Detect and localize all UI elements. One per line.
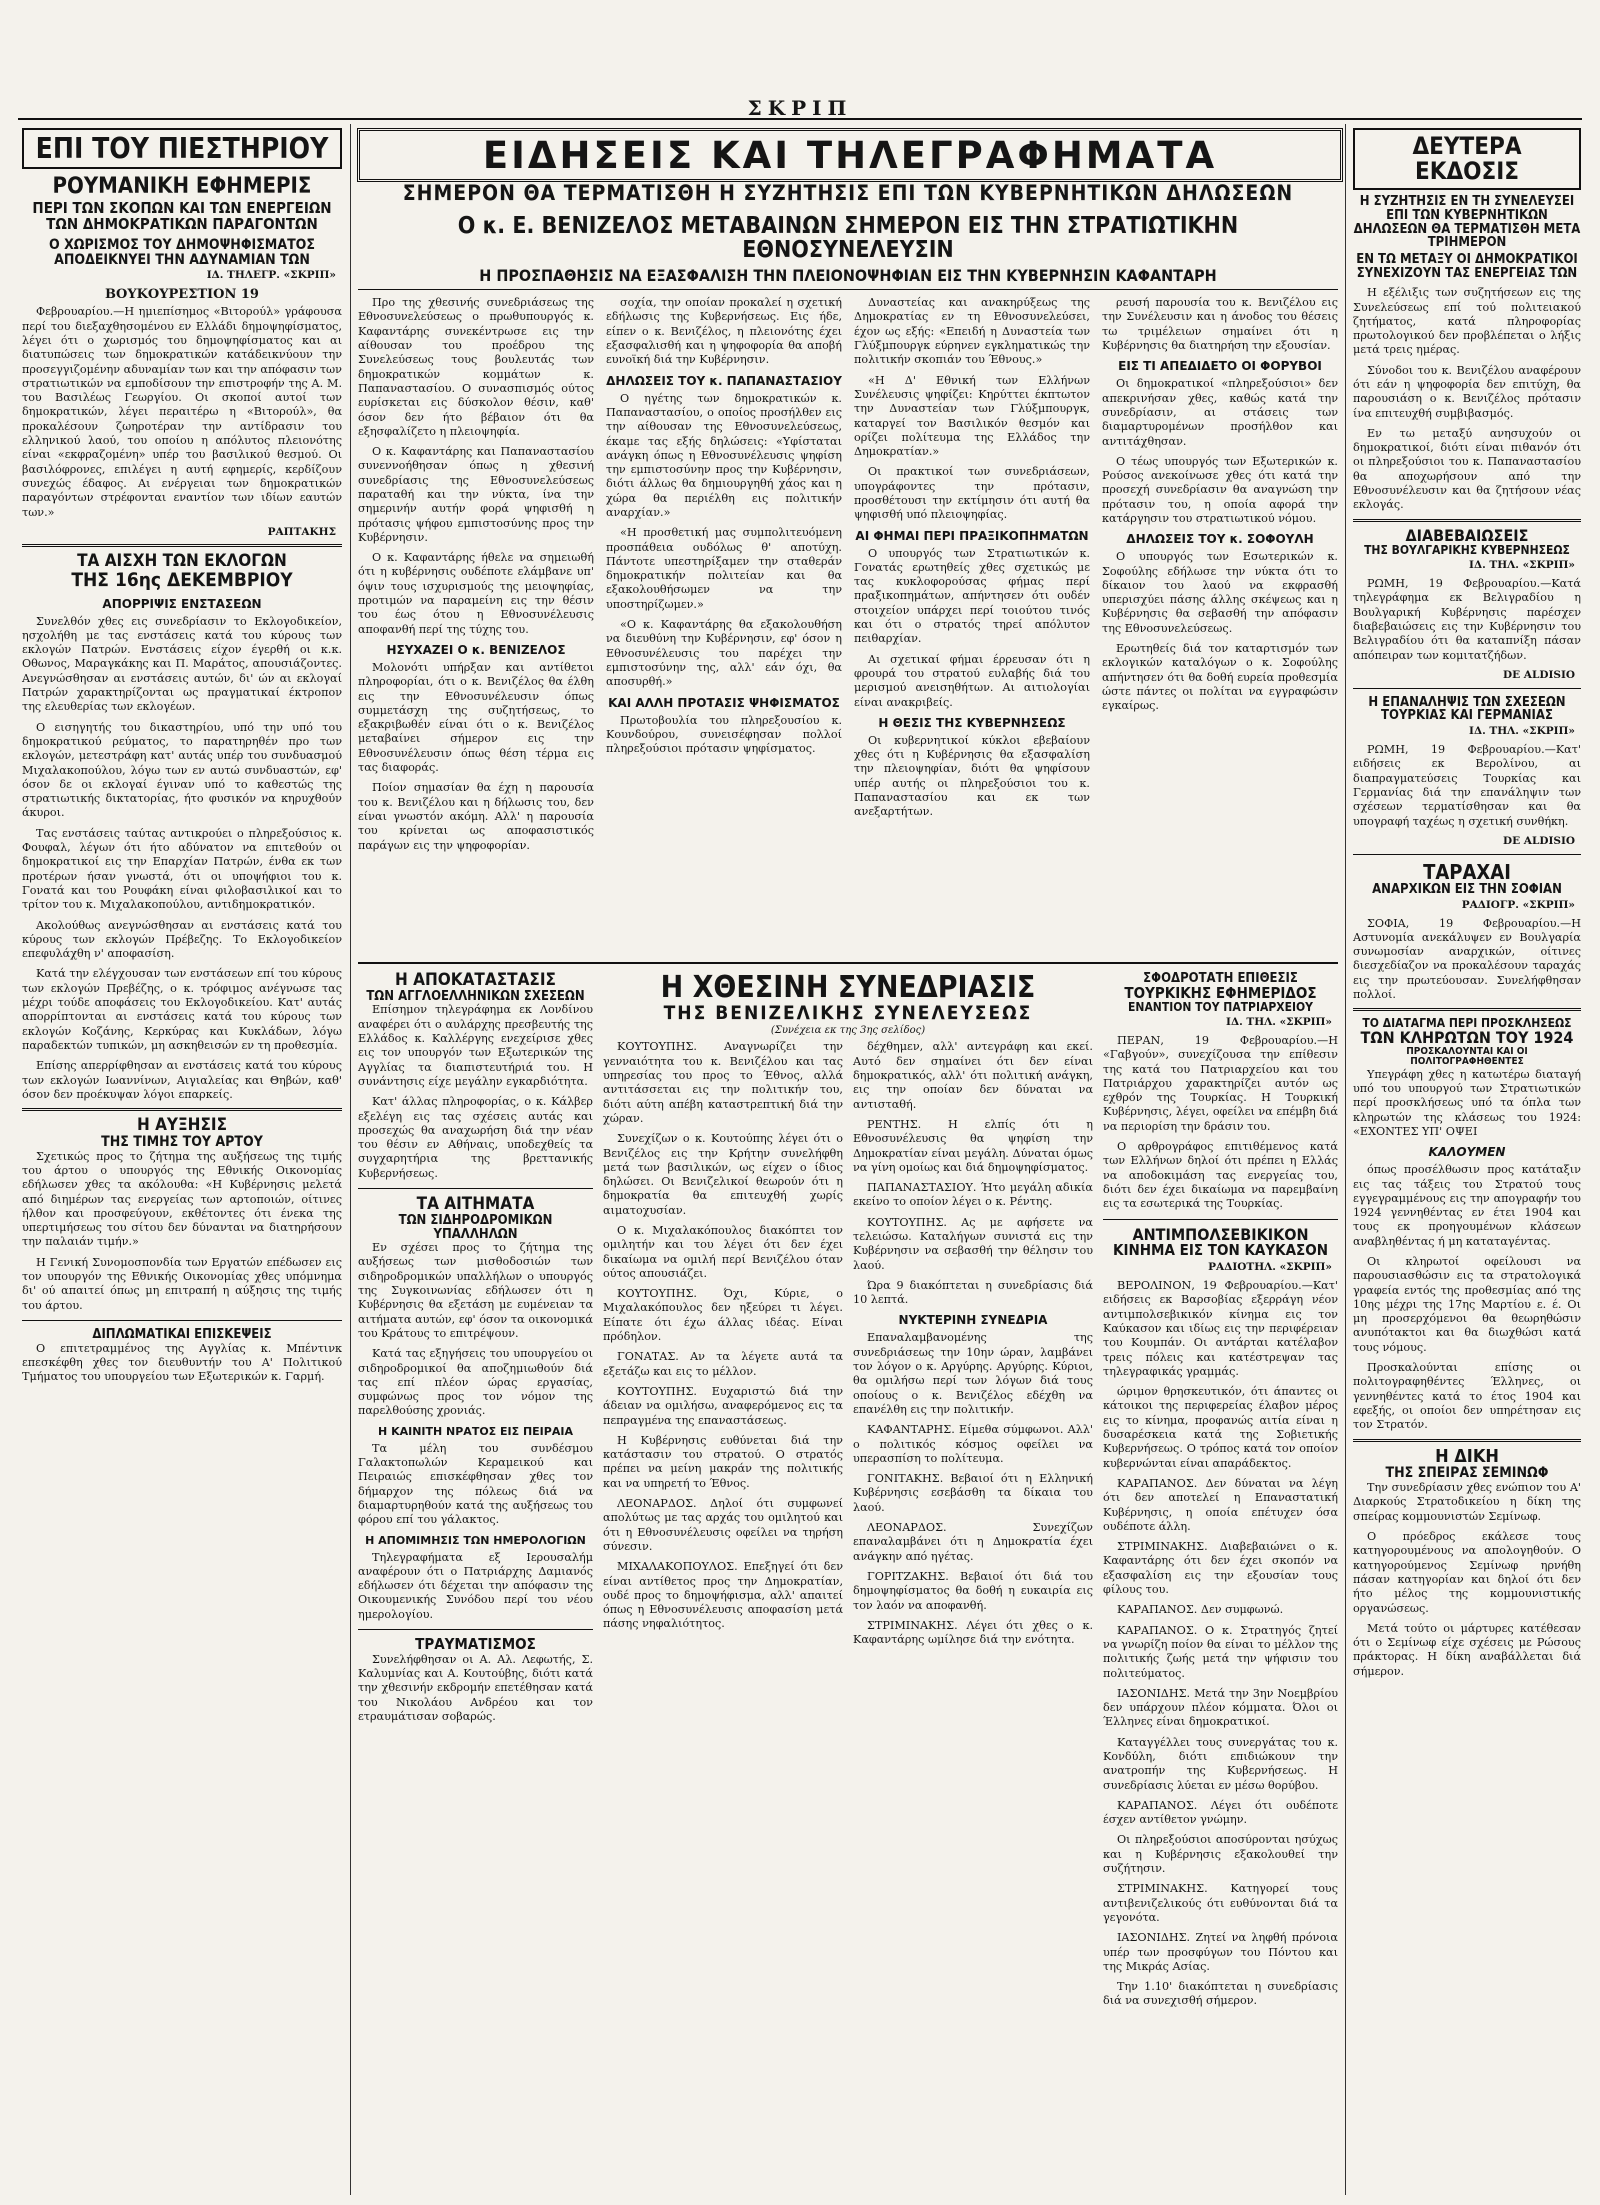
paragraph: Η Γενική Συνομοσπονδία των Εργατών επέδωσεν εις τον υπουργόν της Εθνικής Οικονομίας χθες υπόμνημα δι' ού απαιτεί όπως μη επιτραπή η αύξησις της τιμής του άρτου. xyxy=(22,1255,342,1312)
section-subtitle: ΤΗΣ ΒΟΥΛΓΑΡΙΚΗΣ ΚΥΒΕΡΝΗΣΕΩΣ xyxy=(1364,543,1570,558)
section-subtitle: ΕΝ ΤΩ ΜΕΤΑΞΥ ΟΙ ΔΗΜΟΚΡΑΤΙΚΟΙ ΣΥΝΕΧΙΖΟΥΝ ΤΑΣ ΕΝΕΡΓΕΙΑΣ ΤΩΝ xyxy=(1356,251,1578,281)
paragraph: Σχετικώς προς το ζήτημα της αυξήσεως της τιμής του άρτου ο υπουργός της Εθνικής Οικονομίας εδήλωσεν χθες τα ακόλουθα: «Η Κυβέρνησις μελετά από διημέρων τας ενεργείας των αρτοποιών, οίτινες ήλθον και προσφεύγουν, εκθέτοντες ότι ένεκα της υπερτιμήσεως του σίτου δεν δύνανται να διατηρήσουν την παλαιάν τιμήν.» xyxy=(22,1149,342,1249)
paragraph: Ο υπουργός των Εσωτερικών κ. Σοφούλης εδήλωσε την νύκτα ότι το δίκαιον του λαού να εκφρασθή υπερισχύει πάσης άλλης σκέψεως και η Κυβέρνησις θα σεβασθή την απόφασιν της Εθνοσυνελεύσεως. xyxy=(1102,550,1338,635)
subhead: ΚΑΛΟΥΜΕΝ xyxy=(1428,1145,1506,1160)
paragraph: Ώρα 9 διακόπτεται η συνεδρίασις διά 10 λεπτά. xyxy=(853,1278,1093,1307)
right-column xyxy=(1353,128,1581,1685)
session-columns xyxy=(603,1040,1093,1653)
banner-title: ΕΙΔΗΣΕΙΣ ΚΑΙ ΤΗΛΕΓΡΑΦΗΜΑΤΑ xyxy=(482,133,1218,177)
lead-column-1 xyxy=(358,296,594,859)
section-subtitle: ΤΗΣ ΣΠΕΙΡΑΣ ΣΕΜΙΝΩΦ xyxy=(1385,1465,1549,1482)
subhead: ΚΑΙ ΑΛΛΗ ΠΡΟΤΑΣΙΣ ΨΗΦΙΣΜΑΤΟΣ xyxy=(608,695,840,710)
section-subtitle: ΤΗΣ ΤΙΜΗΣ ΤΟΥ ΑΡΤΟΥ xyxy=(101,1133,263,1150)
paragraph: ΛΕΟΝΑΡΔΟΣ. Συνεχίζων επαναλαμβάνει ότι η Δημοκρατία έχει ανάγκην από ηγέτας. xyxy=(853,1521,1093,1563)
section-subtitle: ΤΟΥΡΚΙΚΗΣ ΕΦΗΜΕΡΙΔΟΣ xyxy=(1124,983,1317,1002)
paragraph: Προ της χθεσινής συνεδριάσεως της Εθνοσυνελεύσεως ο πρωθυπουργός κ. Καφαντάρης συνεκέντρωσε εις την αίθουσαν του προέδρου της Συνελεύσεως τους βουλευτάς των δημοκρατικών κομμάτων κ. Παπαναστασίου. Ο συνασπισμός ούτος ευρίσκεται εις δύσκολον θέσιν, καθ' όσον δεν ήτο βέβαιον ότι θα εξησφαλίζετο η πλειοψηφία. xyxy=(358,296,594,438)
subhead: ΕΙΣ ΤΙ ΑΠΕΔΙΔΕΤΟ ΟΙ ΦΟΡΥΒΟΙ xyxy=(1118,359,1322,374)
paragraph: Εν σχέσει προς το ζήτημα της αυξήσεως των μισθοδοσιών των σιδηροδρομικών υπαλλήλων ο υπουργός της Συγκοινωνίας εδήλωσεν ότι η Κυβέρνησις θα εξετάση με ευμένειαν τα αιτήματα αυτών, εφ' όσον τα οικονομικά του Κράτους το επιτρέψουν. xyxy=(358,1241,593,1340)
paragraph: δέχθημεν, αλλ' αντεγράφη και εκεί. Αυτό δεν σημαίνει ότι δεν είναι δημοκρατικός, αλλ' ότι πολιτική ανάγκη, εις την οποίαν δεν δύναται να αντισταθή. xyxy=(853,1040,1093,1111)
paragraph: ΙΑΣΟΝΙΔΗΣ. Ζητεί να ληφθή πρόνοια υπέρ των προσφύγων του Πόντου και της Μικράς Ασίας. xyxy=(1103,1931,1338,1973)
rule xyxy=(1103,1219,1338,1220)
paragraph: Υπεγράφη χθες η κατωτέρω διαταγή υπό του υπουργού των Στρατιωτικών περί προσκλήσεως υπό τα όπλα των κληρωτών της κλάσεως του 1924: «ΕΧΟΝΤΕΣ ΥΠ' ΟΨΕΙ xyxy=(1353,1067,1581,1138)
lead-subheadline: Ο κ. Ε. ΒΕΝΙΖΕΛΟΣ ΜΕΤΑΒΑΙΝΩΝ ΣΗΜΕΡΟΝ ΕΙΣ ΤΗΝ ΣΤΡΑΤΙΩΤΙΚΗΝ ΕΘΝΟΣΥΝΕΛΕΥΣΙΝ xyxy=(457,213,1239,264)
section-subtitle: ΤΩΝ ΚΛΗΡΩΤΩΝ ΤΟΥ 1924 xyxy=(1360,1027,1574,1047)
article-body: Φεβρουαρίου.—Η ημιεπίσημος «Βιτορούλ» γράφουσα περί του διεξαχθησομένου εν Ελλάδι δημοψηφίσματος, λέγει ότι ο χωρισμός του δημοψηφίσματος και αι διατυπώσεις των δημοκρατικών κατάδεικνύουν την προσεγγιζομένην αδυναμίαν των και την απόφασιν των στρατιωτικών να εμποδίσουν την επιστροφήν της Α. Μ. του Βασιλέως Γεωργίου. Οι σκοποί αυτοί των δημοκρατικών, λέγει περαιτέρω η «Βιτορούλ», θα προκαλέσουν ζωηροτέραν την αντίδρασιν του ελληνικού λαού, του οποίου η απόλυτος πλειονότης είναι «εκφραζομένη» υπέρ του βασιλικού θεσμού. Οι βασιλόφρονες, επιλέγει η αυτή εφημερίς, κερδίζουν συνεχώς έδαφος. Αι ενέργειαι των δημοκρατικών παραγόντων στρέφονται εναντίον των ιδίων εαυτών των.» xyxy=(22,305,342,519)
paragraph: ΣΤΡΙΜΙΝΑΚΗΣ. Λέγει ότι χθες ο κ. Καφαντάρης ωμίλησε διά την ενότητα. xyxy=(853,1618,1093,1647)
section-title: Η ΕΠΑΝΑΛΗΨΙΣ ΤΩΝ ΣΧΕΣΕΩΝ xyxy=(1368,694,1566,710)
paragraph: Οι κληρωτοί οφείλουσι να παρουσιασθώσιν εις τα στρατολογικά γραφεία εντός της προθεσμίας από της 10ης μέχρι της 17ης Μαρτίου ε. έ. Οι μη προσερχόμενοι θα θεωρηθώσιν ανυπότακτοι και θα διωχθώσι κατά τους νόμους. xyxy=(1353,1254,1581,1354)
lower-left-column xyxy=(358,972,593,1730)
paragraph: ΚΟΥΤΟΥΠΗΣ. Όχι, Κύριε, ο Μιχαλακόπουλος δεν ηξεύρει τι λέγει. Είπατε ότι έχω άλλας ιδέας. Είναι πρόδηλον. xyxy=(603,1287,843,1344)
section-banner xyxy=(357,128,1343,182)
rule xyxy=(1353,688,1581,689)
masthead xyxy=(0,0,1600,120)
paragraph: Αι σχετικαί φήμαι έρρευσαν ότι η φρουρά του στρατού ευλαβής διά του μερισμού ανεισηθήτων. Αι αιτιολογίαι είναι ανακριβείς. xyxy=(854,652,1090,709)
rule xyxy=(1353,1439,1581,1442)
section-subtitle: ΕΝΑΝΤΙΟΝ ΤΟΥ ΠΑΤΡΙΑΡΧΕΙΟΥ xyxy=(1128,1000,1313,1015)
paragraph: ώριμον θρησκευτικόν, ότι άπαντες οι κάτοικοι της περιφερείας έλαβον μέρος εις το κίνημα, προφανώς αιτία είναι η δυσαρέσκεια κατά της Σοβιετικής Κυβερνήσεως. Ο τρόπος κατά τον οποίον κυβερνώνται είναι απαράδεκτος. xyxy=(1103,1385,1338,1470)
rule xyxy=(358,1188,593,1189)
session-column-2 xyxy=(853,1040,1093,1653)
paragraph: Συνεχίζων ο κ. Κουτούπης λέγει ότι ο Βενιζέλος εις την Κρήτην συνελήφθη μετά των βασιλικών, ως είχεν ο ίδιος δηλώσει. Οι Βενιζελικοί θεωρούν ότι η δημοκρατία θα επιτευχθή χωρίς αιματοχυσίαν. xyxy=(603,1132,843,1217)
subhead: ΗΣΥΧΑΖΕΙ Ο κ. ΒΕΝΙΖΕΛΟΣ xyxy=(386,642,566,657)
paragraph: Ο κ. Καφαντάρης ήθελε να σημειωθή ότι η κυβέρνησις ουδέποτε ελάμβανε υπ' όψιν τους ισχυρισμούς της μειοψηφίας, προτιμών να παραμείνη εις την θέσιν του έως ότου η Εθνοσυνέλευσις αποφανθή περί της τύχης του. xyxy=(358,551,594,636)
lead-column-3 xyxy=(854,296,1090,859)
paragraph: Κατά την ελέγχουσαν των ενστάσεων επί του κύρους των εκλογών Πρεβέζης, ο κ. τρόφιμος ανέγνωσε τας μέχρι τούδε αποφάσεις του Εκλογοδικείου. Κατ' αυτάς απορρίπτονται αι ενστάσεις κατά του κύρους των εκλογών Κοζάνης, Κερκύρας και Κυκλάδων, λόγω παραδεκτών τυπικών, μη ασκηθεισών εν τη προθεσμία. xyxy=(22,967,342,1052)
paragraph: ΚΑΡΑΠΑΝΟΣ. Λέγει ότι ουδέποτε έσχεν αντίθετον γνώμην. xyxy=(1103,1798,1338,1827)
rule xyxy=(22,544,342,547)
paragraph: Επαναλαμβανομένης της συνεδριάσεως την 10ην ώραν, λαμβάνει τον λόγον ο κ. Αργύρης. Αργύρης. Κύριοι, θα ομιλήσω περί των λόγων διά τους οποίους ο κ. Βενιζέλος εδέχθη να επανέλθη εις την πολιτικήν. xyxy=(853,1331,1093,1416)
paragraph: ΙΑΣΟΝΙΔΗΣ. Μετά την 3ην Νοεμβρίου δεν υπάρχουν πλέον κόμματα. Όλοι οι Έλληνες είναι δημοκρατικοί. xyxy=(1103,1686,1338,1729)
section-title: Η ΑΠΟΚΑΤΑΣΤΑΣΙΣ xyxy=(394,970,557,990)
paragraph: ΜΙΧΑΛΑΚΟΠΟΥΛΟΣ. Επεξηγεί ότι δεν είναι αντίθετος προς την Δημοκρατίαν, ουδέ προς το δημοψήφισμα, αλλ' απαιτεί όπως η Εθνοσυνέλευσις αποφασίση μετά πάσης νηφαλιότητος. xyxy=(603,1560,843,1631)
paragraph: ΚΟΥΤΟΥΠΗΣ. Ας με αφήσετε να τελειώσω. Καταλήγων συνιστά εις την Κυβέρνησιν να σεβασθή την θέλησιν του λαού. xyxy=(853,1215,1093,1272)
paragraph: Μολονότι υπήρξαν και αντίθετοι πληροφορίαι, ότι ο κ. Βενιζέλος θα έλθη εις την Εθνοσυνέλευσιν όπως συμμετάσχη της συζητήσεως, το εξακριβωθέν είναι ότι ο κ. Βενιζέλος μεταβαίνει σήμερον εις την Εθνοσυνέλευσιν όπως θέση τέρμα εις τας διαφοράς. xyxy=(358,660,594,775)
paragraph: ΣΤΡΙΜΙΝΑΚΗΣ. Διαβεβαιώνει ο κ. Καφαντάρης ότι δεν έχει σκοπόν να εξασφαλίση εις την εξουσίαν τους φίλους του. xyxy=(1103,1540,1338,1597)
lead-story xyxy=(358,182,1338,859)
section-title: ΤΑ ΑΙΤΗΜΑΤΑ xyxy=(416,1194,535,1215)
paragraph: Οι κυβερνητικοί κύκλοι εβεβαίουν χθες ότι η Κυβέρνησις θα εξασφαλίση την πλειοψηφίαν, διότι θα ψηφίσουν υπέρ αυτής οι πληρεξούσιοι του κ. Παπαναστασίου και εκ των ανεξαρτήτων. xyxy=(854,733,1090,819)
section-title: Η ΑΥΞΗΣΙΣ xyxy=(136,1115,228,1136)
continuation-note: (Συνέχεια εκ της 3ης σελίδος) xyxy=(770,1025,926,1037)
section-title: ΣΦΟΔΡΟΤΑΤΗ ΕΠΙΘΕΣΙΣ xyxy=(1143,971,1298,986)
subhead: Η ΘΕΣΙΣ ΤΗΣ ΚΥΒΕΡΝΗΣΕΩΣ xyxy=(878,715,1066,730)
section-subtitle: ΑΝΑΡΧΙΚΩΝ ΕΙΣ ΤΗΝ ΣΟΦΙΑΝ xyxy=(1372,881,1562,897)
section-subtitle: ΤΗΣ 16ης ΔΕΚΕΜΒΡΙΟΥ xyxy=(71,568,293,591)
paragraph: Εν τω μεταξύ ανησυχούν οι δημοκρατικοί, διότι είναι πιθανόν ότι οι πληρεξούσιοι του κ. Παπαναστασίου θα αποχωρήσουν από την Εθνοσυνέλευσιν και θα ζητήσουν νέας εκλογάς. xyxy=(1353,426,1581,512)
paragraph: Σύνοδοι του κ. Βενιζέλου αναφέρουν ότι εάν η ψηφοφορία δεν επιτύχη, θα παρουσιάση ο κ. Βενιζέλος πρότασιν ίνα επιτευχθή συμβιβασμός. xyxy=(1353,363,1581,420)
paragraph: Η Κυβέρνησις ευθύνεται διά την κατάστασιν του στρατού. Ο στρατός πρέπει να μείνη μακράν της πολιτικής και να υπηρετή το Έθνος. xyxy=(603,1433,843,1490)
paragraph: Ο πρόεδρος εκάλεσε τους κατηγορουμένους να απολογηθούν. Ο κατηγορούμενος Σεμίνωφ ηρνήθη πάσαν κατηγορίαν και δηλοί ότι δεν ήτο μέλος της κομμουνιστικής οργανώσεως. xyxy=(1353,1530,1581,1615)
paragraph: Ο υπουργός των Στρατιωτικών κ. Γονατάς ερωτηθείς χθες σχετικώς με τας κυκλοφορούσας φήμας περί πραξικοπημάτων, απήντησεν ότι ουδέν στοιχείον υπάρχει περί τοιούτου τινός και ότι ο στρατός τηρεί απόλυτον πειθαρχίαν. xyxy=(854,546,1090,646)
left-subheadline: ΠΕΡΙ ΤΩΝ ΣΚΟΠΩΝ ΚΑΙ ΤΩΝ ΕΝΕΡΓΕΙΩΝ ΤΩΝ ΔΗΜΟΚΡΑΤΙΚΩΝ ΠΑΡΑΓΟΝΤΩΝ xyxy=(32,199,332,234)
paragraph: ΚΟΥΤΟΥΠΗΣ. Αναγνωρίζει την γενναιότητα του κ. Βενιζέλου και τας υπηρεσίας του προς το Έθνος, αλλά αντιτάσσεται εις την πολιτικήν του, διότι αύτη απέβη καταστρεπτική διά την χώραν. xyxy=(603,1040,843,1125)
lower-right-column xyxy=(1103,972,1338,2015)
byline: ΡΑΠΤΑΚΗΣ xyxy=(267,525,336,538)
section-subtitle: ΤΩΝ ΑΓΓΛΟΕΛΛΗΝΙΚΩΝ ΣΧΕΣΕΩΝ xyxy=(366,988,585,1004)
paper-name: ΣΚΡΙΠ xyxy=(747,96,853,120)
left-headline: ΡΟΥΜΑΝΙΚΗ ΕΦΗΜΕΡΙΣ xyxy=(52,174,312,200)
session-story xyxy=(603,972,1093,1653)
paragraph: Πρωτοβουλία του πληρεξουσίου κ. Κουνδούρου, συνεισέφησαν πολλοί πληρεξούσιοι πρότασιν ψηφίσματος. xyxy=(606,713,842,756)
subhead: ΝΥΚΤΕΡΙΝΗ ΣΥΝΕΔΡΙΑ xyxy=(898,1313,1048,1328)
column-divider xyxy=(1345,124,1346,2195)
column-divider xyxy=(350,124,351,2195)
paragraph: Ο κ. Μιχαλακόπουλος διακόπτει τον ομιλητήν και του λέγει ότι δεν έχει δικαίωμα να ομιλή περί Βενιζέλου όταν ούτος απουσιάζει. xyxy=(603,1224,843,1280)
section-subtitle: ΤΩΝ ΣΙΔΗΡΟΔΡΟΜΙΚΩΝ ΥΠΑΛΛΗΛΩΝ xyxy=(398,1212,553,1242)
section-title: ΤΡΑΥΜΑΤΙΣΜΟΣ xyxy=(415,1635,536,1653)
wire-credit: ΡΑΔΙΟΓΡ. «ΣΚΡΙΠ» xyxy=(1461,898,1575,911)
section-title: ΤΑ ΑΙΣΧΗ ΤΩΝ ΕΚΛΟΓΩΝ xyxy=(77,550,287,571)
subhead: Η ΑΠΟΜΙΜΗΣΙΣ ΤΩΝ ΗΜΕΡΟΛΟΓΙΩΝ xyxy=(365,1533,586,1547)
wire-credit: ΙΔ. ΤΗΛ. «ΣΚΡΙΠ» xyxy=(1469,725,1575,738)
rule xyxy=(358,962,1338,964)
byline: DE ALDISIO xyxy=(1503,668,1575,681)
paragraph: ΠΕΡΑΝ, 19 Φεβρουαρίου.—Η «Γαβγούν», συνεχίζουσα την επίθεσιν της κατά του Πατριαρχείου και του Πατριάρχου χαρακτηρίζει αυτόν ως εχθρόν της Τουρκίας. Η Τουρκική Κυβέρνησις, λέγει, οφείλει να επέμβη διά να περιορίση την δράσιν του. xyxy=(1103,1033,1338,1133)
paragraph: Οι δημοκρατικοί «πληρεξούσιοι» δεν απεκρινήσαν χθες, καθώς κατά την συνεδρίασιν, αι στάσεις των διαμαρτυρομένων προσήλθον και αντιτάχθησαν. xyxy=(1102,377,1338,448)
paragraph: Μετά τούτο οι μάρτυρες κατέθεσαν ότι ο Σεμίνωφ είχε σχέσεις με Ρώσους πράκτορας. Η δίκη αναβάλλεται διά σήμερον. xyxy=(1353,1621,1581,1678)
subhead: ΑΙ ΦΗΜΑΙ ΠΕΡΙ ΠΡΑΞΙΚΟΠΗΜΑΤΩΝ xyxy=(855,528,1089,543)
paragraph: ΒΕΡΟΛΙΝΟΝ, 19 Φεβρουαρίου.—Κατ' ειδήσεις εκ Βαρσοβίας εξερράγη νέον αντιμπολσεβικικόν κίνημα εις τον Καύκασον και ιδίως εις την περιφέρειαν του Κουμπάν. Οι αντάρται κατέλαβον τρεις πόλεις και κατέστρεψαν τας τηλεγραφικάς γραμμάς. xyxy=(1103,1279,1338,1378)
wire-credit: ΙΔ. ΤΗΛΕΓΡ. «ΣΚΡΙΠ» xyxy=(206,269,336,282)
paragraph: Επίσημον τηλεγράφημα εκ Λονδίνου αναφέρει ότι ο αυλάρχης πρεσβευτής της Ελλάδος κ. Καλλέργης ενεχείρισε χθες εις τον υπουργόν των Εξωτερικών της Αγγλίας τα διαπιστευτήριά του. Η συνάντησις είχε μεγάλην εγκαρδιότητα. xyxy=(358,1003,593,1088)
paragraph: ΚΟΥΤΟΥΠΗΣ. Ευχαριστώ διά την άδειαν να ομιλήσω, αναφερόμενος εις τα πεπραγμένα της επαναστάσεως. xyxy=(603,1384,843,1427)
left-subheadline-2: Ο ΧΩΡΙΣΜΟΣ ΤΟΥ ΔΗΜΟΨΗΦΙΣΜΑΤΟΣ ΑΠΟΔΕΙΚΝΥΕΙ ΤΗΝ ΑΔΥΝΑΜΙΑΝ ΤΩΝ xyxy=(48,236,315,268)
paragraph: Οι πρακτικοί των συνεδριάσεων, υπογράφοντες την πρότασιν, προσθέτουσι την εκτίμησιν ότι αυτή θα ψηφισθή υπό πλειοψηφίας. xyxy=(854,465,1090,522)
wire-credit: ΙΔ. ΤΗΛ. «ΣΚΡΙΠ» xyxy=(1226,1015,1332,1028)
section-title: ΤΑΡΑΧΑΙ xyxy=(1423,859,1511,884)
paragraph: Κατά τας εξηγήσεις του υπουργείου οι σιδηροδρομικοί θα αποζημιωθούν διά τας επί πλέον ώρας εργασίας, συμφώνως προς τον νόμον της παρελθούσης χρονιάς. xyxy=(358,1347,593,1418)
paragraph: Ο ηγέτης των δημοκρατικών κ. Παπαναστασίου, ο οποίος προσήλθεν εις την αίθουσαν της Εθνοσυνελεύσεως, έκαμε τας εξής δηλώσεις: «Υφίσταται ανάγκη όπως η Εθνοσυνέλευσις ψηφίση την εμπιστοσύνην προς την Κυβέρνησιν, διότι άλλως θα δημιουργηθή χάος και η χώρα θα περιέλθη εις πολιτικήν αναρχίαν.» xyxy=(606,391,842,519)
paragraph: Οι πληρεξούσιοι αποσύρονται ησύχως και η Κυβέρνησις εξακολουθεί την συζήτησιν. xyxy=(1103,1833,1338,1876)
left-kicker-headline: ΕΠΙ ΤΟΥ ΠΙΕΣΤΗΡΙΟΥ xyxy=(22,128,342,169)
paragraph: Την 1.10' διακόπτεται η συνεδρίασις διά να συνεχισθή σήμερον. xyxy=(1103,1980,1338,2008)
lead-deck: Η ΠΡΟΣΠΑΘΗΣΙΣ ΝΑ ΕΞΑΣΦΑΛΙΣΗ ΤΗΝ ΠΛΕΙΟΝΟΨΗΦΙΑΝ ΕΙΣ ΤΗΝ ΚΥΒΕΡΝΗΣΙΝ ΚΑΦΑΝΤΑΡΗ xyxy=(358,268,1338,290)
section-subtitle: Η ΣΥΖΗΤΗΣΙΣ ΕΝ ΤΗ ΣΥΝΕΛΕΥΣΕΙ ΕΠΙ ΤΩΝ ΚΥΒΕΡΝΗΤΙΚΩΝ ΔΗΛΩΣΕΩΝ ΘΑ ΤΕΡΜΑΤΙΣΘΗ ΜΕΤΑ ΤΡΙΗΜΕΡΟΝ xyxy=(1353,194,1581,251)
lead-column-4 xyxy=(1102,296,1338,859)
paragraph: όπως προσέλθωσιν προς κατάταξιν εις τας τάξεις του Στρατού τους εγγεγραμμένους εις την απογραφήν του 1924 γεννηθέντας εν έτει 1904 και τους εκ προηγουμένων κλάσεων αναβληθέντας ή μη καταταγέντας. xyxy=(1353,1163,1581,1248)
paragraph: Ο τέως υπουργός των Εξωτερικών κ. Ρούσος ανεκοίνωσε χθες ότι κατά την προσεχή συνεδρίασιν θα αναγνώση την πρότασιν του, η οποία αφορά την κατάργησιν του στρατιωτικού νόμου. xyxy=(1102,454,1338,525)
session-subheadline: ΤΗΣ ΒΕΝΙΖΕΛΙΚΗΣ ΣΥΝΕΛΕΥΣΕΩΣ xyxy=(663,1001,1033,1024)
rule xyxy=(358,1629,593,1630)
section-title: ΔΙΠΛΩΜΑΤΙΚΑΙ ΕΠΙΣΚΕΨΕΙΣ xyxy=(92,1326,272,1342)
lead-headline: ΣΗΜΕΡΟΝ ΘΑ ΤΕΡΜΑΤΙΣΘΗ Η ΣΥΖΗΤΗΣΙΣ ΕΠΙ ΤΩΝ ΚΥΒΕΡΝΗΤΙΚΩΝ ΔΗΛΩΣΕΩΝ xyxy=(402,181,1294,205)
paragraph: ΠΑΠΑΝΑΣΤΑΣΙΟΥ. Ήτο μεγάλη αδικία εκείνο το οποίον λέγει ο κ. Ρέντης. xyxy=(853,1181,1093,1209)
paragraph: ρευσή παρουσία του κ. Βενιζέλου εις την Συνέλευσιν και η άνοδος του θέσεις τω τριμέλειων σημαίνει ότι η Κυβέρνησις θα διατηρήση την εξουσίαν. xyxy=(1102,296,1338,353)
paragraph: Ο επιτετραμμένος της Αγγλίας κ. Μπέντινκ επεσκέφθη χθες τον διευθυντήν του Α' Πολιτικού Τμήματος του υπουργείου των Εξωτερικών κ. Γαρμή. xyxy=(22,1341,342,1384)
masthead-rule xyxy=(18,118,1582,120)
paragraph: Ο κ. Καφαντάρης και Παπαναστασίου συνεννοήθησαν όπως η χθεσινή συνεδρίασις της Εθνοσυνελεύσεως παραταθή και την νύκτα, ίνα την σημερινήν αυτήν φορά ψηφισθή η πρότασις ψήφου εμπιστοσύνης προς την Κυβέρνησιν. xyxy=(358,445,594,544)
paragraph: Ο αρθρογράφος επιτιθέμενος κατά των Ελλήνων δηλοί ότι πρέπει η Ελλάς να αποδοκιμάση τας ενεργείας του, διότι δεν έχει δικαίωμα να παρεμβαίνη εις τα εσωτερικά της Τουρκίας. xyxy=(1103,1140,1338,1211)
paragraph: Ποίον σημασίαν θα έχη η παρουσία του κ. Βενιζέλου και η δήλωσις του, δεν είναι γνωστόν ακόμη. Αλλ' η παρουσία του κρίνεται ως αποφασιστικός παράγων εις την ψηφοφορίαν. xyxy=(358,781,594,852)
second-edition-headline: ΔΕΥΤΕΡΑ ΕΚΔΟΣΙΣ xyxy=(1353,128,1581,190)
paragraph: σοχία, την οποίαν προκαλεί η σχετική εδήλωσις της Κυβερνήσεως. Εις ήδε, είπεν ο κ. Βενιζέλος, η πλειονότης έχει εξασφαλισθή και η ψηφοφορία θα αποβή ευνοϊκή διά την Κυβέρνησιν. xyxy=(606,296,842,367)
paragraph: ΡΕΝΤΗΣ. Η ελπίς ότι η Εθνοσυνέλευσις θα ψηφίση την Δημοκρατίαν είναι μεγάλη. Δύναται όμως να γίνη ομοίως και διά δημοψηφίσματος. xyxy=(853,1117,1093,1174)
section-subtitle: ΚΙΝΗΜΑ ΕΙΣ ΤΟΝ ΚΑΥΚΑΣΟΝ xyxy=(1112,1241,1329,1260)
rule xyxy=(22,1108,342,1111)
paragraph: ΣΤΡΙΜΙΝΑΚΗΣ. Κατηγορεί τους αντιβενιζελικούς ότι ευθύνονται διά τα γεγονότα. xyxy=(1103,1882,1338,1924)
paragraph: ΓΟΝΙΤΑΚΗΣ. Βεβαιοί ότι η Ελληνική Κυβέρνησις εσεβάσθη τα δίκαια του λαού. xyxy=(853,1472,1093,1514)
rule xyxy=(1353,1008,1581,1011)
paragraph: ΛΕΟΝΑΡΔΟΣ. Δηλοί ότι συμφωνεί απολύτως με τας αρχάς του ομιλητού και ότι η Εθνοσυνέλευσις οφείλει να τηρήση σύνεσιν. xyxy=(603,1497,843,1553)
paragraph: Επίσης απερρίφθησαν αι ενστάσεις κατά του κύρους των εκλογών Ιωαννίνων, Αιγιαλείας και Θηβών, καθ' όσον δεν προέκυψαν λόγοι επαρκείς. xyxy=(22,1059,342,1101)
byline: DE ALDISIO xyxy=(1503,834,1575,847)
session-headline: Η ΧΘΕΣΙΝΗ ΣΥΝΕΔΡΙΑΣΙΣ xyxy=(660,970,1036,1005)
paragraph: ΡΩΜΗ, 19 Φεβρουαρίου.—Κατ' ειδήσεις εκ Βερολίνου, αι διαπραγματεύσεις Τουρκίας και Γερμανίας διά την επανάληψιν των σχέσεων τερματίσθησαν και θα υπογραφή ταχέως η σχετική συνθήκη. xyxy=(1353,743,1581,828)
paragraph: ΣΟΦΙΑ, 19 Φεβρουαρίου.—Η Αστυνομία ανεκάλυψεν εν Βουλγαρία συνωμοσίαν αναρχικών, οίτινες διεσχεδίαζον να προκαλέσουν ταραχάς εις την πρωτεύουσαν. Συνελήφθησαν πολλοί. xyxy=(1353,916,1581,1002)
paragraph: ΓΟΡΙΤΖΑΚΗΣ. Βεβαιοί ότι διά του δημοψηφίσματος θα δοθή η ευκαιρία εις τον λαόν να αποφανθή. xyxy=(853,1569,1093,1612)
paragraph: «Η Δ' Εθνική των Ελλήνων Συνέλευσις ψηφίζει: Κηρύττει έκπτωτον την Δυναστείαν των Γλύξμπουργκ, καταργεί τον Βασιλικόν θεσμόν και ορίζει πολίτευμα της Ελλάδος την Δημοκρατίαν.» xyxy=(854,373,1090,459)
paragraph: Η εξέλιξις των συζητήσεων εις της Συνελεύσεως επί τού πολιτειακού ζητήματος, κατά πληροφορίας πρωτολογικού δεν προβλέπεται ο λήξις μετά τρεις ημέρας. xyxy=(1353,286,1581,357)
paragraph: «Η προσθετική μας συμπολιτευόμενη προσπάθεια ουδόλως θ' αποτύχη. Πάντοτε υπεστηρίξαμεν την σταθεράν δημοκρατικήν πολιτείαν και θα εξακολουθήσωμεν να την υποστηρίζωμεν.» xyxy=(606,526,842,611)
lead-column-2 xyxy=(606,296,842,859)
paragraph: ΓΟΝΑΤΑΣ. Αν τα λέγετε αυτά τα εξετάζω και εις το μέλλον. xyxy=(603,1350,843,1378)
section-kicker: ΑΠΟΡΡΙΨΙΣ ΕΝΣΤΑΣΕΩΝ xyxy=(102,596,262,611)
wire-credit: ΙΔ. ΤΗΛ. «ΣΚΡΙΠ» xyxy=(1469,559,1575,572)
left-column xyxy=(22,128,342,1390)
paragraph: Ερωτηθείς διά τον καταρτισμόν των εκλογικών καταλόγων ο κ. Σοφούλης απήντησεν ότι θα δοθή ευρεία προθεσμία ώστε πάντες οι πολίται να εγγραφώσιν εγκαίρως. xyxy=(1102,642,1338,713)
rule xyxy=(1353,519,1581,522)
section-title: ΤΟ ΔΙΑΤΑΓΜΑ ΠΕΡΙ ΠΡΟΣΚΛΗΣΕΩΣ xyxy=(1362,1016,1572,1031)
paragraph: Συνελήφθησαν οι Α. Αλ. Λεφωτής, Σ. Καλυμνίας και Α. Κουτούβης, διότι κατά την χθεσινήν εκδρομήν επετέθησαν κατά του Νικολάου Ανδρέου και τον ετραυμάτισαν σοβαρώς. xyxy=(358,1652,593,1723)
subhead: Η ΚΑΙΝΙΤΗ ΝΡΑΤΟΣ ΕΙΣ ΠΕΙΡΑΙΑ xyxy=(378,1424,573,1438)
section-title: ΑΝΤΙΜΠΟΛΣΕΒΙΚΙΚΟΝ xyxy=(1132,1224,1309,1244)
paragraph: ΚΑΡΑΠΑΝΟΣ. Δεν δύναται να λέγη ότι δεν αποτελεί η Επαναστατική Κυβέρνησις, η οποία επέτυχεν όσα ουδέποτε άλλη. xyxy=(1103,1476,1338,1533)
paragraph: ΚΑΡΑΠΑΝΟΣ. Ο κ. Στρατηγός ζητεί να γνωρίζη ποίον θα είναι το μέλλον της πολιτικής ζωής μετά την ψήφισιν του πολιτεύματος. xyxy=(1103,1623,1338,1680)
rule xyxy=(1353,854,1581,855)
dateline: ΒΟΥΚΟΥΡΕΣΤΙΟΝ 19 xyxy=(105,287,259,303)
paragraph: Την συνεδρίασιν χθες ενώπιον του Α' Διαρκούς Στρατοδικείου η δίκη της σπείρας κομμουνιστών Σεμίνωφ. xyxy=(1353,1481,1581,1523)
paragraph: Κατ' άλλας πληροφορίας, ο κ. Κάλβερ εξελέγη εις τας σχέσεις αυτάς και προσεχώς θα αναχωρήση διά την νέαν του θέσιν εν Αθήναις, υποδεχθείς τα συγχαρητήρια της βρεττανικής Κυβερνήσεως. xyxy=(358,1095,593,1180)
section-title: Η ΔΙΚΗ xyxy=(1435,1445,1499,1467)
wire-credit: ΡΑΔΙΟΤΗΛ. «ΣΚΡΙΠ» xyxy=(1208,1261,1332,1274)
paragraph: ΡΩΜΗ, 19 Φεβρουαρίου.—Κατά τηλεγράφημα εκ Βελιγραδίου η Βουλγαρική Κυβέρνησις παρέσχεν διαβεβαιώσεις εις την Κυβέρνησιν του Βελιγραδίου ότι θα καταπνίξη πάσαν απόπειραν των κομιτατζήδων. xyxy=(1353,577,1581,662)
section-kicker: ΠΡΟΣΚΑΛΟΥΝΤΑΙ ΚΑΙ ΟΙ ΠΟΛΙΤΟΓΡΑΦΗΘΕΝΤΕΣ xyxy=(1406,1045,1528,1068)
subhead: ΔΗΛΩΣΕΙΣ ΤΟΥ κ. ΣΟΦΟΥΛΗ xyxy=(1126,532,1314,547)
subhead: ΔΗΛΩΣΕΙΣ ΤΟΥ κ. ΠΑΠΑΝΑΣΤΑΣΙΟΥ xyxy=(606,373,842,388)
lead-columns xyxy=(358,296,1338,859)
paragraph: Ο εισηγητής του δικαστηρίου, υπό την υπό του δημοκρατικού ρεύματος, το παρατηρηθέν προ των εκλογών, μετεστράφη κατ' αυτάς υπέρ του συνδυασμού Μιχαλακοπούλου, λόγω των εν αυτώ συνδυαστών, εφ' όσον δε οι εκλογαί έγιναν υπό το καθεστώς της στρατιωτικής δικτατορίας, ήτο φυσικόν να κηρυχθούν άκυροι. xyxy=(22,720,342,820)
paragraph: Τηλεγραφήματα εξ Ιερουσαλήμ αναφέρουν ότι ο Πατριάρχης Δαμιανός εδήλωσεν ότι δέχεται την απόφασιν της Οικουμενικής Συνόδου περί του νέου ημερολογίου. xyxy=(358,1550,593,1621)
rule xyxy=(22,1320,342,1321)
paragraph: Ακολούθως ανεγνώσθησαν αι ενστάσεις κατά του κύρους των εκλογών Πρέβεζης. Το Εκλογοδικείον επεφυλάχθη ν' αποφασίση. xyxy=(22,918,342,961)
section-title: ΔΙΑΒΕΒΑΙΩΣΕΙΣ xyxy=(1405,525,1529,545)
section-subtitle: ΤΟΥΡΚΙΑΣ ΚΑΙ ΓΕΡΜΑΝΙΑΣ xyxy=(1381,708,1553,724)
paragraph: «Ο κ. Καφαντάρης θα εξακολουθήση να διευθύνη την Κυβέρνησιν, εφ' όσον η Εθνοσυνέλευσις του παρέχει την εμπιστοσύνην της, αλλ' εάν όχι, θα αποσυρθή.» xyxy=(606,618,842,689)
session-column-1 xyxy=(603,1040,843,1653)
paragraph: Συνελθόν χθες εις συνεδρίασιν το Εκλογοδικείον, ησχολήθη με τας ενστάσεις κατά του κύρους των εκλογών Πατρών. Ενστάσεις είχον έγερθή οι κ.κ. Οθωνος, Μαραγκάκης και Π. Μαράτος, απουσιάζοντες. Ανεγνώσθησαν αι ενστάσεις αυτών, δι' ών αι εκλογαί Πατρών χαρακτηρίζονται ως πραγματικαί έκτροπον της ελευθερίας των εκλογέων. xyxy=(22,614,342,714)
paragraph: ΚΑΦΑΝΤΑΡΗΣ. Είμεθα σύμφωνοι. Αλλ' ο πολιτικός κόσμος οφείλει να υπερασπίση το πολίτευμα. xyxy=(853,1423,1093,1465)
paragraph: Τας ενστάσεις ταύτας αντικρούει ο πληρεξούσιος κ. Φουφαλ, λέγων ότι ήτο αδύνατον να επιτεθούν οι δημοκρατικοί εις την Επαρχίαν Πατρών, ένθα εκ των προτέρων ήσαν γνωστά, ότι οι υποψήφιοι του κ. Γονατά και του Ρουφάκη είναι φιλοβασιλικοί και το τρίτον του κ. Μιχαλακοπούλου, αντιδημοκρατικόν. xyxy=(22,826,342,912)
paragraph: Τα μέλη του συνδέσμου Γαλακτοπωλών Κεραμεικού και Πειραιώς επισκέφθησαν χθες τον δήμαρχον της πόλεως διά να διαμαρτυρηθούν κατά της αυξήσεως του φόρου επί του γάλακτος. xyxy=(358,1441,593,1527)
paragraph: Καταγγέλλει τους συνεργάτας του κ. Κονδύλη, διότι επιδιώκουν την ανατροπήν της Κυβερνήσεως. Η συνεδρίασις λύεται εν μέσω θορύβου. xyxy=(1103,1735,1338,1792)
paragraph: ΚΑΡΑΠΑΝΟΣ. Δεν συμφωνώ. xyxy=(1117,1603,1284,1617)
paragraph: Προσκαλούνται επίσης οι πολιτογραφηθέντες Έλληνες, οι γεννηθέντες κατά το έτος 1904 και εφεξής, οι οποίοι δεν υπηρέτησαν εις τον Στρατόν. xyxy=(1353,1361,1581,1432)
paragraph: Δυναστείας και ανακηρύξεως της Δημοκρατίας εν τη Εθνοσυνελεύσει, έχον ως εξής: «Επειδή η Δυναστεία των Γλύξμπουργκ εύρηνεν εγκληματικώς την πολιτικήν σκοπιάν του Έθνους.» xyxy=(854,296,1090,367)
